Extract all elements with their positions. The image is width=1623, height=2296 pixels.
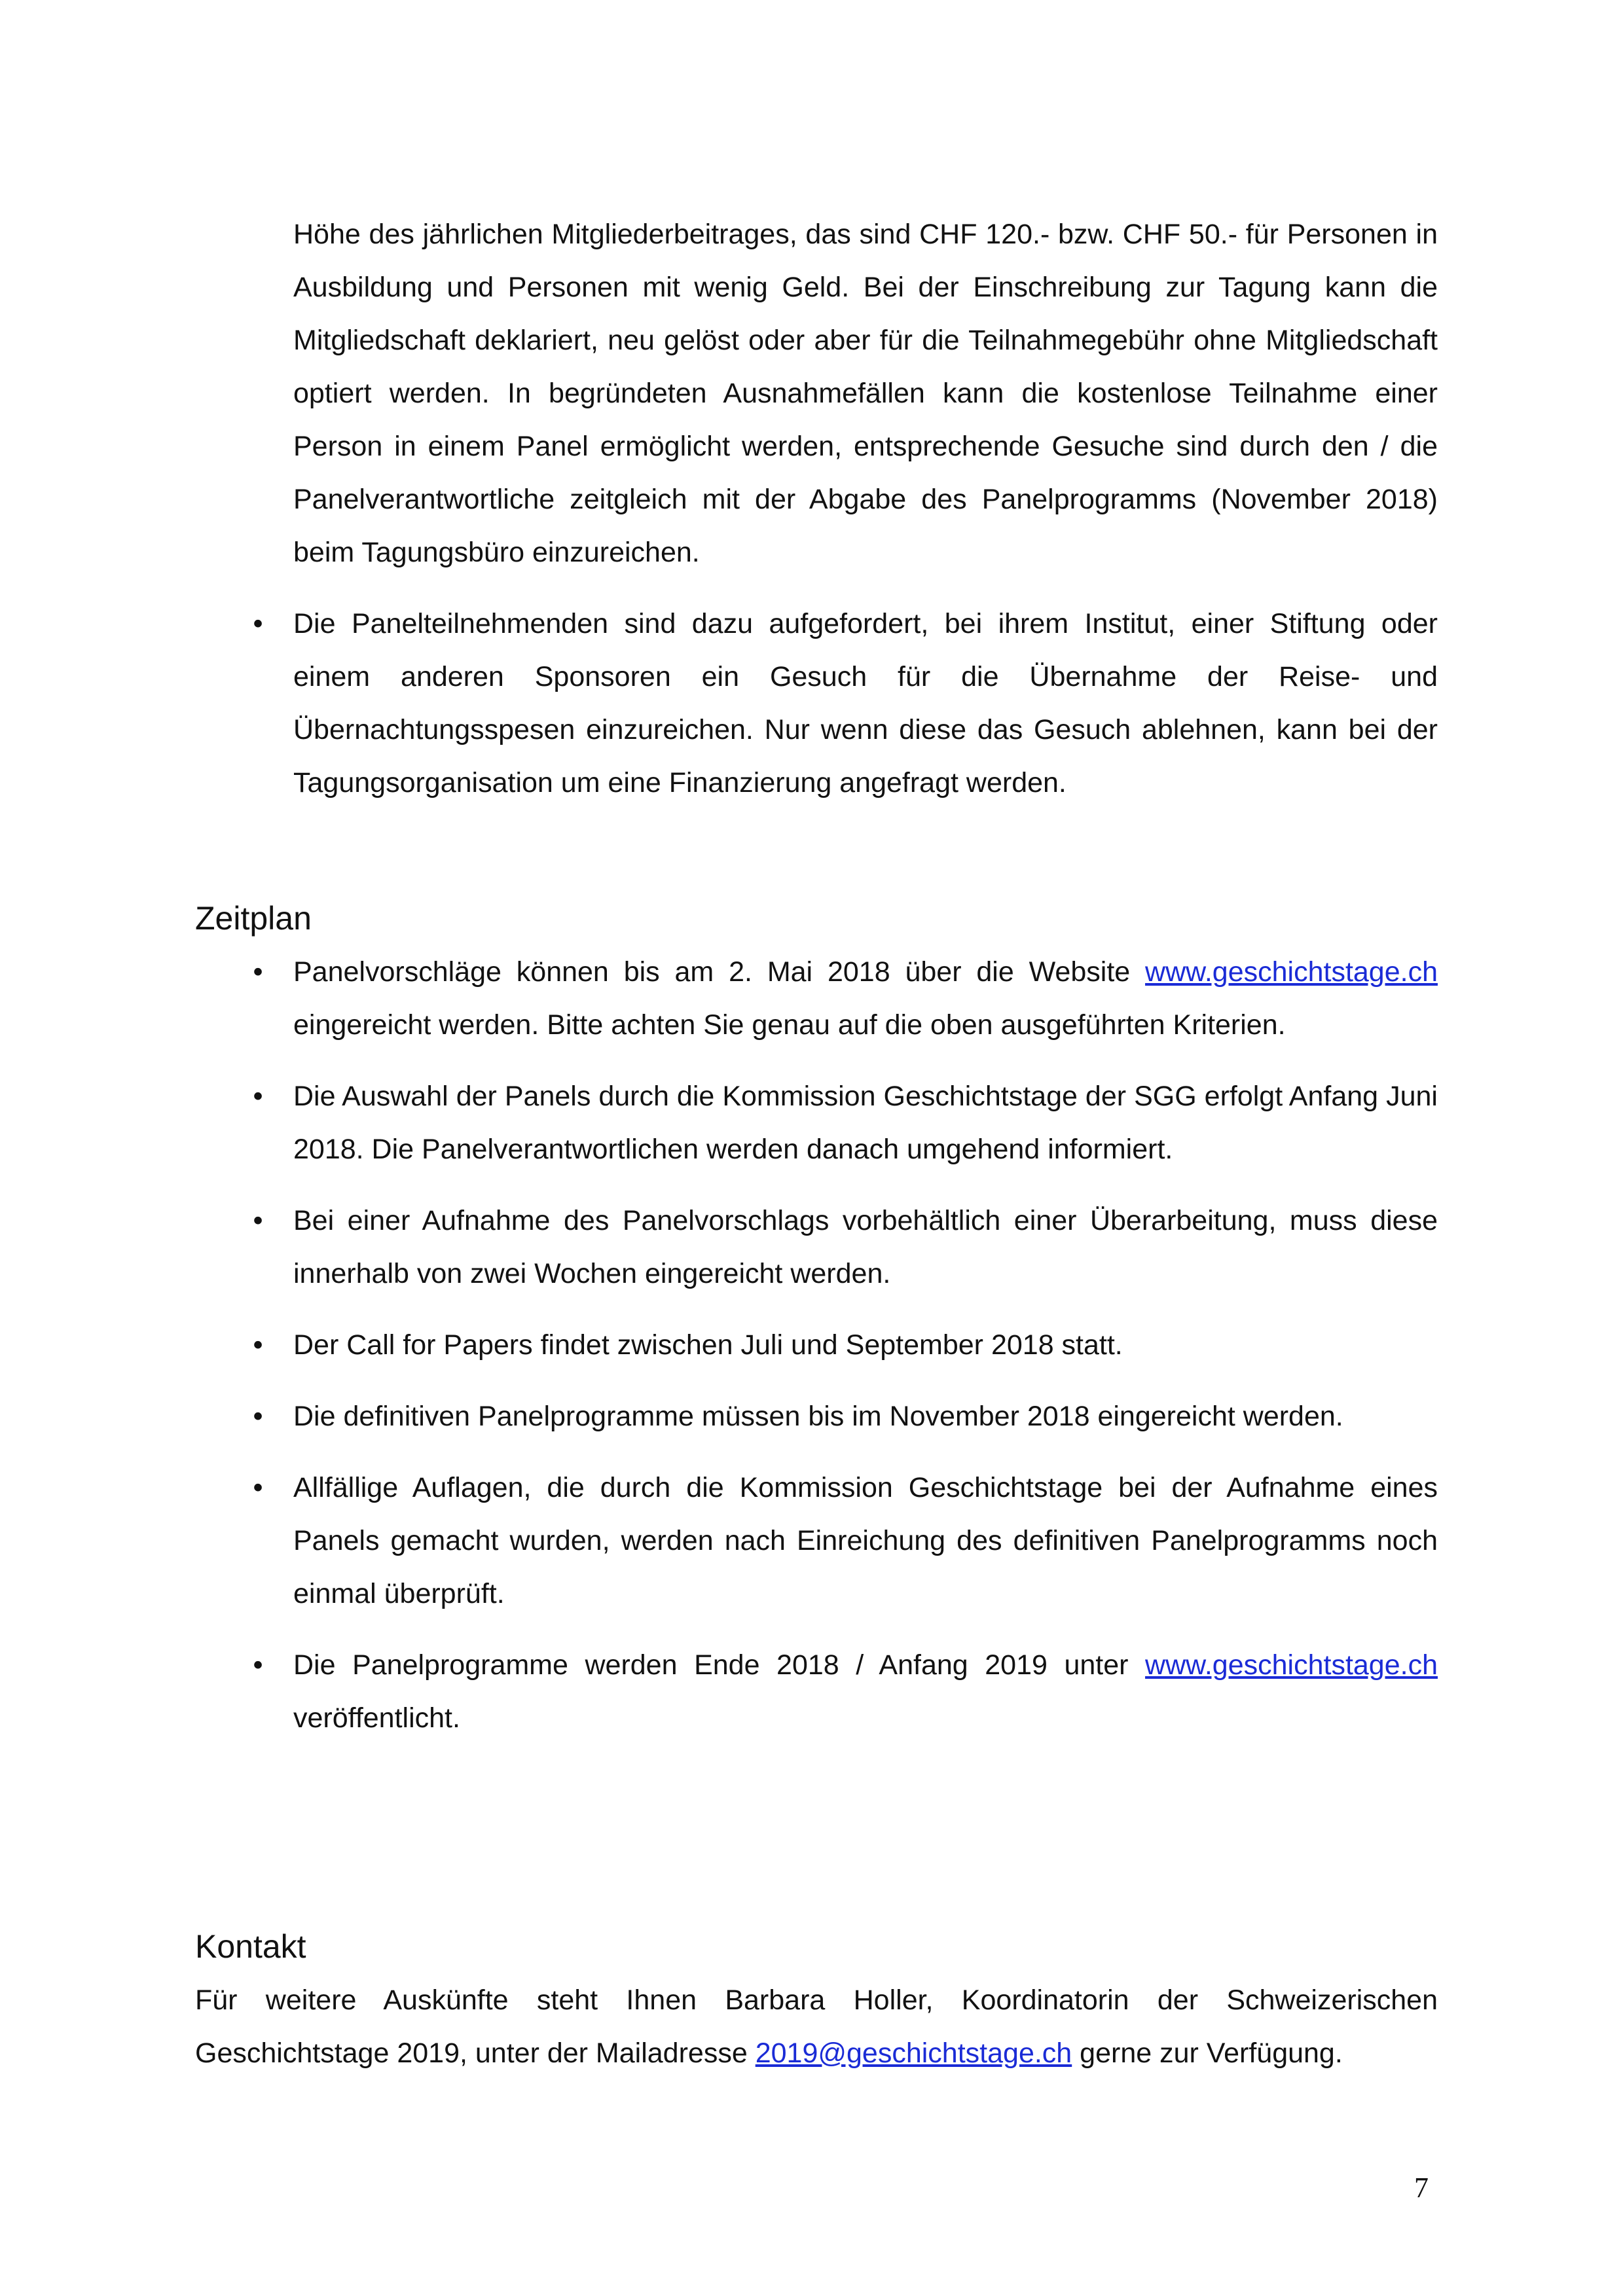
kontakt-text: Für weitere Auskünfte steht Ihnen Barbara Holler, Koordinatorin der Schweizerischen Geschichtstage 2019, unter der Mailadresse [195,1984,1438,2069]
bullet-icon: • [253,1329,263,1361]
list-item [195,598,1438,810]
intro-paragraph: Höhe des jährlichen Mitgliederbeitrages, das sind CHF 120.- bzw. CHF 50.- für Personen in Ausbildung und Personen mit wenig Geld. Bei der Einschreibung zur Tagung kann die Mitgliedschaft deklariert, neu gelöst oder aber für die Teilnahmegebühr ohne Mitgliedschaft optiert werden. In begründeten Ausnahmefällen kann die kostenlose Teilnahme einer Person in einem Panel ermöglicht werden, entsprechende Gesuche sind durch den / die Panelverantwortliche zeitgleich mit der Abgabe des Panelprogramms (November 2018) beim Tagungsbüro einzureichen. [293,219,1438,568]
website-link[interactable]: www.geschichtstage.ch [1145,956,1438,988]
list-item-text: Allfällige Auflagen, die durch die Kommission Geschichtstage bei der Aufnahme eines Panels gemacht wurden, werden nach Einreichung des definitiven Panelprogramms noch einmal überprüft. [293,1472,1438,1609]
kontakt-text: gerne zur Verfügung. [1072,2037,1343,2069]
zeitplan-list [195,946,1438,1745]
list-item [195,1319,1438,1372]
list-item [195,1462,1438,1621]
list-item-text: Die definitiven Panelprogramme müssen bis im November 2018 eingereicht werden. [293,1401,1343,1432]
list-item [195,1194,1438,1300]
list-item-text: eingereicht werden. Bitte achten Sie genau auf die oben ausgeführten Kriterien. [293,1009,1286,1041]
document-body [195,208,1438,2080]
section-heading-zeitplan: Zeitplan [195,900,312,937]
list-item [195,946,1438,1052]
bullet-icon: • [253,1205,263,1236]
bullet-icon: • [253,1649,263,1681]
bullet-icon: • [253,1081,263,1112]
section-heading-kontakt: Kontakt [195,1928,306,1965]
list-item-text: Bei einer Aufnahme des Panelvorschlags vorbehältlich einer Überarbeitung, muss diese innerhalb von zwei Wochen eingereicht werden. [293,1205,1438,1289]
list-item-text: Die Auswahl der Panels durch die Kommission Geschichtstage der SGG erfolgt Anfang Juni 2018. Die Panelverantwortlichen werden danach umgehend informiert. [293,1081,1438,1165]
page-number: 7 [1414,2172,1429,2204]
bullet-icon: • [253,1472,263,1503]
bullet-icon: • [253,1401,263,1432]
list-item-text: Panelvorschläge können bis am 2. Mai 2018 über die Website [293,956,1146,988]
list-item-text: Die Panelprogramme werden Ende 2018 / Anfang 2019 unter [293,1649,1146,1681]
list-item-text: veröffentlicht. [293,1702,460,1734]
kontakt-paragraph [195,1974,1438,2080]
bullet-icon: • [253,608,263,639]
website-link[interactable]: www.geschichtstage.ch [1145,1649,1438,1681]
list-item [195,1070,1438,1176]
list-item [195,1639,1438,1745]
bullet-icon: • [253,956,263,988]
list-item-text: Der Call for Papers findet zwischen Juli und September 2018 statt. [293,1329,1123,1361]
list-item [195,1390,1438,1443]
list-item-text: Die Panelteilnehmenden sind dazu aufgefordert, bei ihrem Institut, einer Stiftung oder einem anderen Sponsoren ein Gesuch für die Übernahme der Reise- und Übernachtungsspesen einzureichen. Nur wenn diese das Gesuch ablehnen, kann bei der Tagungsorganisation um eine Finanzierung angefragt werden. [293,608,1438,798]
intro-bullet-list [195,598,1438,810]
email-link[interactable]: 2019@geschichtstage.ch [755,2037,1072,2069]
